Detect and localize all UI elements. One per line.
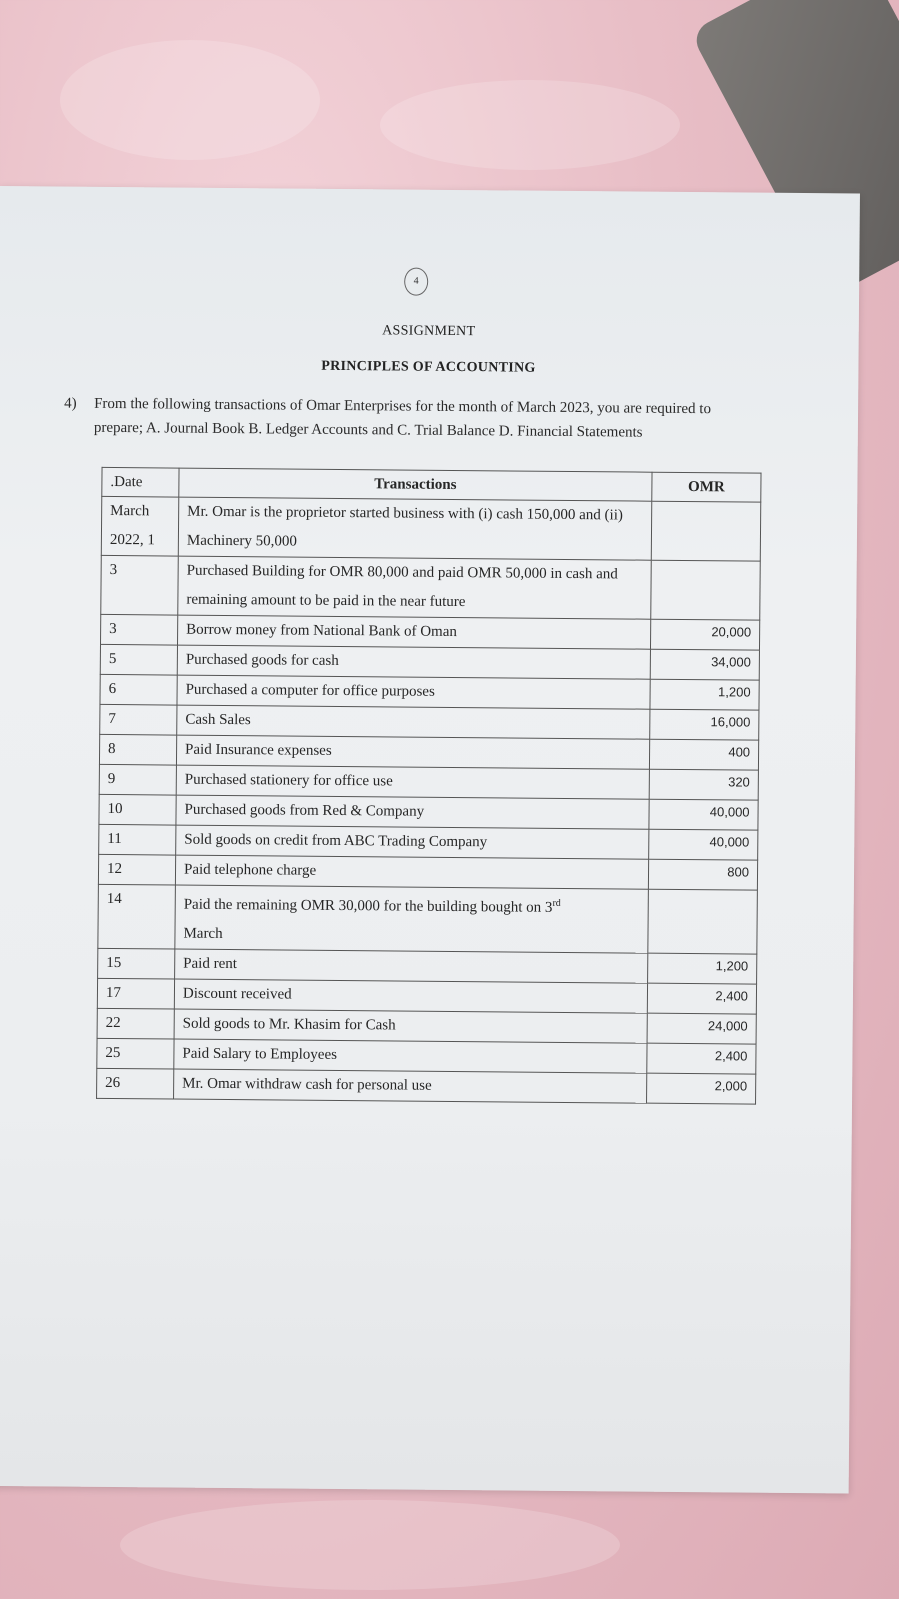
amount-cell: 320: [649, 769, 758, 800]
description-cell: Paid Salary to Employees: [174, 1039, 647, 1073]
amount-cell: 400: [649, 739, 758, 770]
question-text: From the following transactions of Omar Enterprises for the month of March 2023, you are required to prepare; A. Journal Book B. Ledger Accounts and C. Trial Balance D. Financial Statements: [93, 395, 712, 441]
description-main: Paid the remaining OMR 30,000 for the building bought on 3: [183, 896, 553, 916]
table-row: [97, 1068, 756, 1104]
description-cell: Mr. Omar withdraw cash for personal use: [174, 1069, 647, 1103]
amount-column-header: OMR: [652, 472, 761, 502]
amount-cell: 1,200: [650, 679, 759, 710]
description-cell: Purchased goods for cash: [177, 645, 650, 679]
description-cell: Purchased a computer for office purposes: [177, 675, 650, 709]
amount-cell: 16,000: [650, 709, 759, 740]
amount-cell: 2,400: [647, 1043, 756, 1074]
date-cell: 25: [97, 1038, 174, 1069]
date-cell: 7: [100, 704, 177, 735]
amount-cell: [648, 889, 758, 954]
date-cell: 22: [97, 1008, 174, 1039]
date-cell: 5: [100, 644, 177, 675]
date-column-header: .Date: [102, 467, 179, 497]
description-cell: Borrow money from National Bank of Oman: [178, 615, 651, 649]
transactions-column-header: Transactions: [179, 468, 652, 501]
date-cell: 15: [98, 948, 175, 979]
assignment-heading: ASSIGNMENT: [382, 323, 476, 340]
date-cell: 11: [99, 824, 176, 855]
description-cell: [175, 885, 649, 953]
description-cell: Sold goods to Mr. Khasim for Cash: [174, 1009, 647, 1043]
date-cell: 8: [99, 734, 176, 765]
date-cell: 10: [99, 794, 176, 825]
background-fold: [380, 80, 680, 170]
description-cell: Sold goods on credit from ABC Trading Company: [176, 825, 649, 859]
page-number: 4: [404, 268, 428, 296]
description-tail: March: [183, 925, 223, 942]
description-cell: Paid Insurance expenses: [176, 735, 649, 769]
description-cell: Paid rent: [175, 949, 648, 983]
date-cell: March 2022, 1: [101, 496, 179, 556]
amount-cell: 40,000: [649, 829, 758, 860]
question-block: [64, 392, 744, 446]
transactions-table: [96, 467, 761, 1105]
ordinal-suffix: rd: [552, 897, 561, 909]
amount-cell: 40,000: [649, 799, 758, 830]
date-cell: 3: [101, 614, 178, 645]
date-cell: 6: [100, 674, 177, 705]
date-cell: 26: [97, 1068, 174, 1099]
date-cell: 3: [101, 555, 179, 615]
date-cell: 12: [98, 854, 175, 885]
description-cell: Discount received: [174, 979, 647, 1013]
description-cell: Purchased goods from Red & Company: [176, 795, 649, 829]
amount-cell: 2,000: [647, 1073, 756, 1104]
amount-cell: 20,000: [650, 619, 759, 650]
background-fold: [60, 40, 320, 160]
amount-cell: 800: [648, 859, 757, 890]
amount-cell: 1,200: [648, 953, 757, 984]
amount-cell: 34,000: [650, 649, 759, 680]
assignment-paper: [0, 186, 860, 1493]
amount-cell: 24,000: [647, 1013, 756, 1044]
date-cell: 17: [97, 978, 174, 1009]
background-fold: [120, 1500, 620, 1590]
description-cell: Cash Sales: [177, 705, 650, 739]
table-row: [98, 884, 758, 954]
description-cell: Purchased Building for OMR 80,000 and paid OMR 50,000 in cash and remaining amount to be paid in the near future: [178, 556, 651, 619]
description-cell: Paid telephone charge: [175, 855, 648, 889]
amount-cell: 2,400: [647, 983, 756, 1014]
date-cell: 9: [99, 764, 176, 795]
table-row: [101, 555, 760, 620]
course-heading: PRINCIPLES OF ACCOUNTING: [321, 358, 536, 376]
amount-cell: [651, 560, 761, 620]
amount-cell: [651, 501, 761, 561]
description-cell: Mr. Omar is the proprietor started business with (i) cash 150,000 and (ii) Machinery 50,000: [178, 497, 651, 560]
date-cell: 14: [98, 884, 176, 949]
description-cell: Purchased stationery for office use: [176, 765, 649, 799]
table-row: [101, 496, 760, 561]
question-number: 4): [64, 395, 77, 412]
